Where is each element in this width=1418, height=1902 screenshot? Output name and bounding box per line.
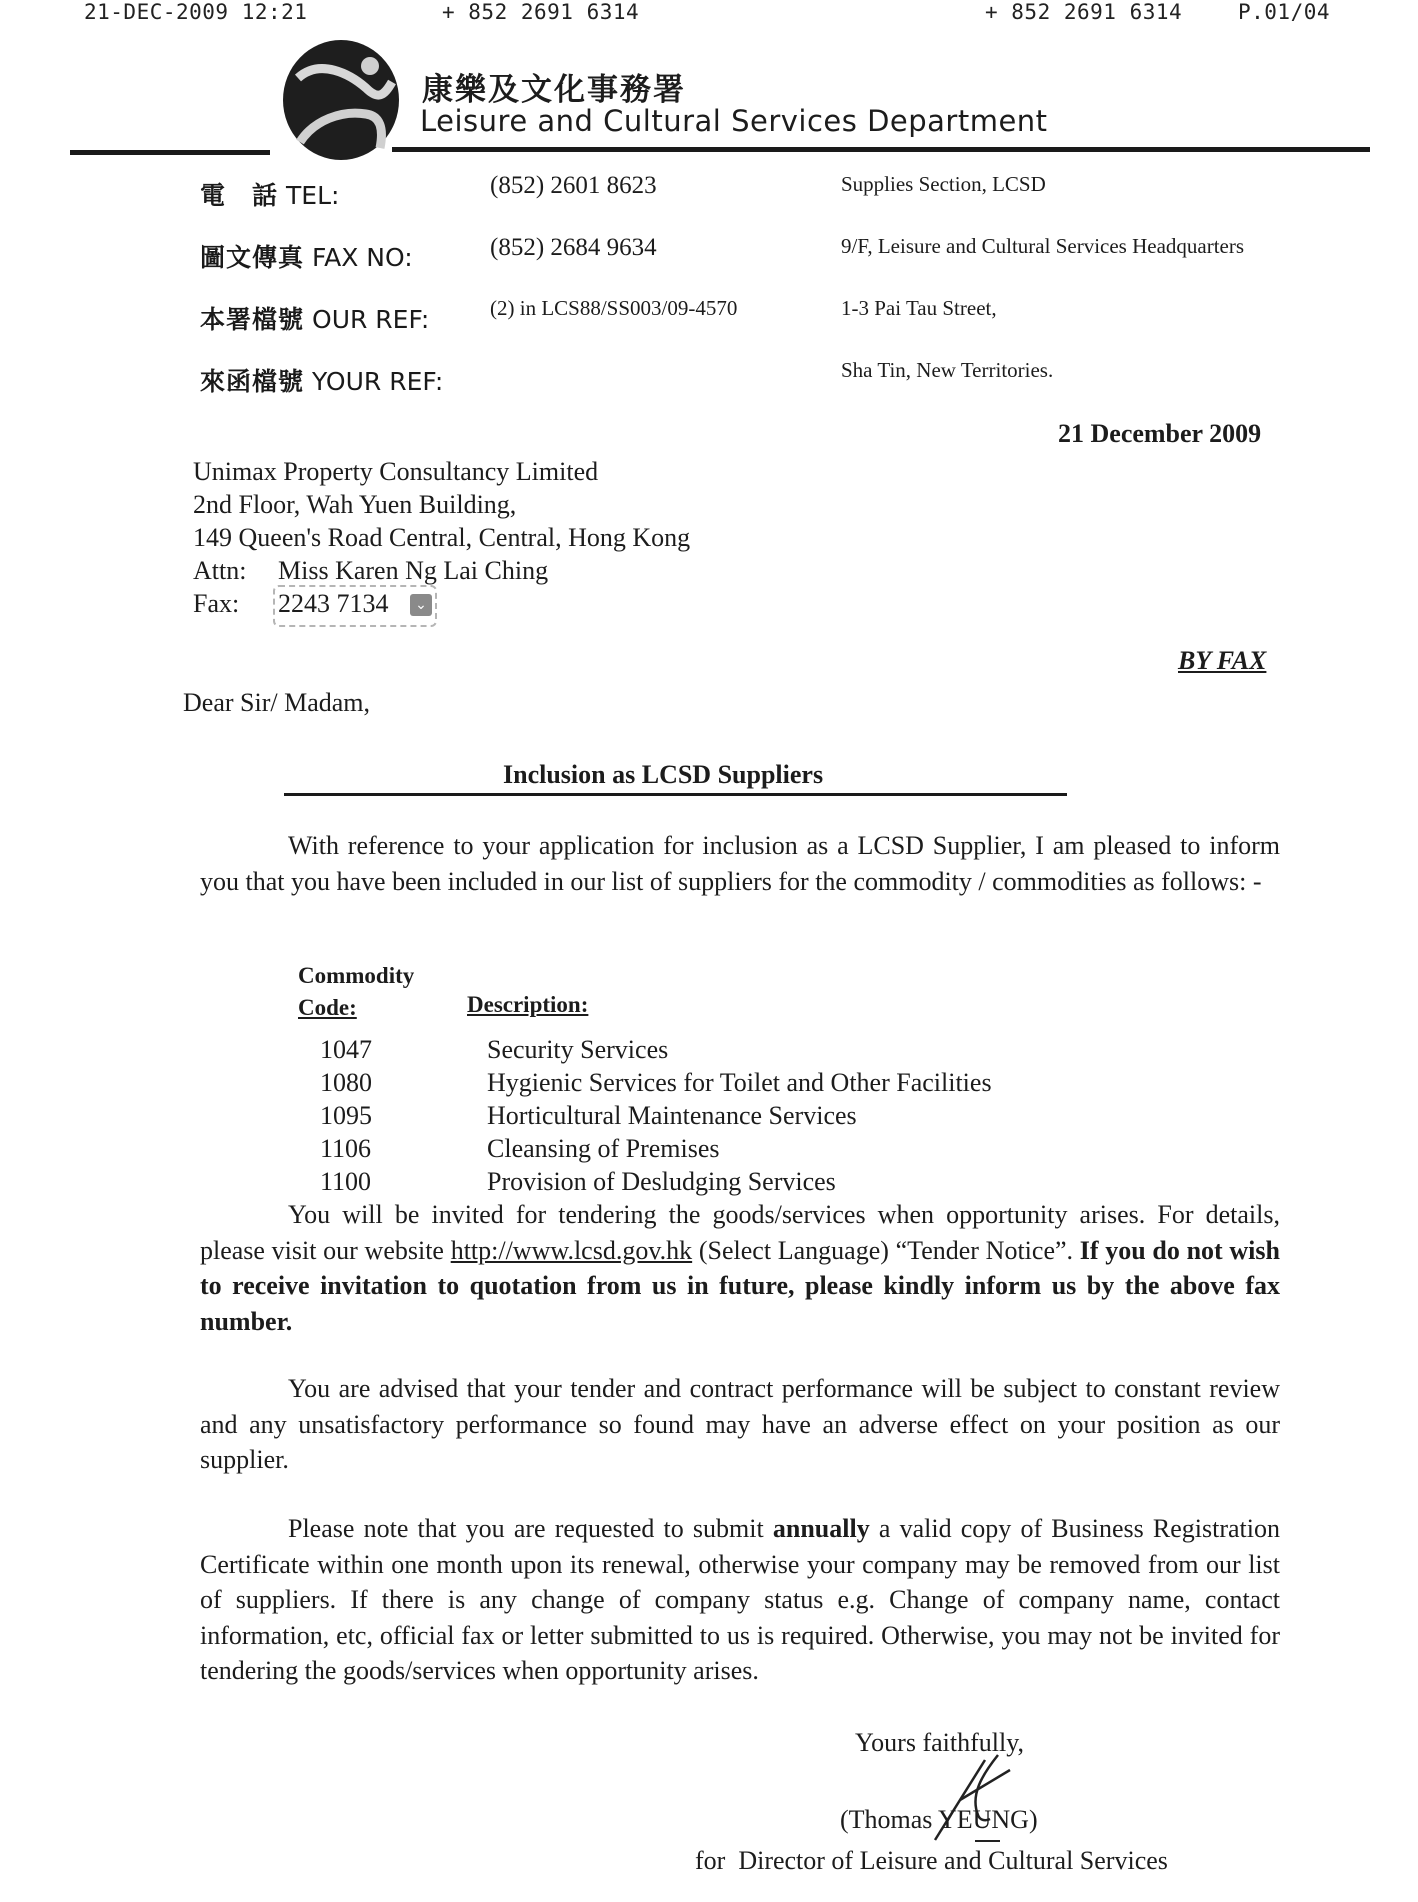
performance-paragraph <box>200 1371 1280 1478</box>
table-row <box>320 1033 992 1066</box>
sender-address-line: 1-3 Pai Tau Street, <box>841 296 997 320</box>
table-row <box>320 1165 992 1198</box>
tel-label-cjk: 電 話 <box>200 181 279 210</box>
commodity-code: 1080 <box>320 1068 372 1097</box>
letterhead-rule-right <box>392 147 1370 152</box>
table-row <box>320 1066 992 1099</box>
tel-value: (852) 2601 8623 <box>490 172 657 199</box>
fax-from-number: + 852 2691 6314 <box>442 0 640 24</box>
your-ref-label-cjk: 來函檔號 <box>200 367 305 396</box>
description-column-header: Description: <box>467 992 589 1017</box>
delivery-method: BY FAX <box>1178 646 1267 675</box>
fax-datetime: 21-DEC-2009 12:21 <box>84 0 308 24</box>
commodity-code: 1095 <box>320 1101 372 1130</box>
website-link[interactable]: http://www.lcsd.gov.hk <box>450 1235 693 1265</box>
commodity-table <box>320 1033 992 1198</box>
intro-paragraph-text: With reference to your application for inclusion as a LCSD Supplier, I am pleased to inform you that you have been included in our list of suppliers for the commodity / commodities as follows: - <box>200 831 1280 896</box>
tel-label <box>200 176 339 212</box>
chevron-down-icon[interactable]: ⌄ <box>410 594 432 616</box>
recipient-fax-value: 2243 7134 <box>278 589 389 618</box>
tel-label-en: TEL: <box>286 181 340 210</box>
code-header-line2: Code: <box>298 995 357 1020</box>
performance-paragraph-text: You are advised that your tender and contract performance will be subject to constant review and any unsatisfactory performance so found may have an adverse effect on your position as our supplier. <box>200 1374 1280 1474</box>
recipient-fax-label: Fax: <box>193 589 240 618</box>
department-chinese-name: 康樂及文化事務署 <box>422 72 686 108</box>
recipient-address-line2: 149 Queen's Road Central, Central, Hong Kong <box>193 523 691 552</box>
sender-address-line: Sha Tin, New Territories. <box>841 358 1054 382</box>
salutation: Dear Sir/ Madam, <box>183 688 371 717</box>
commodity-description: Provision of Desludging Services <box>487 1167 836 1196</box>
commodity-description: Cleansing of Premises <box>487 1134 720 1163</box>
br-annually-text: annually <box>772 1514 870 1543</box>
our-ref-value: (2) in LCS88/SS003/09-4570 <box>490 296 738 320</box>
signatory-title: for Director of Leisure and Cultural Services <box>695 1846 1168 1875</box>
br-text-1: Please note that you are requested to submit <box>288 1514 773 1543</box>
table-row <box>320 1099 992 1132</box>
fax-label-en: FAX NO: <box>312 243 413 272</box>
sender-address-line: Supplies Section, LCSD <box>841 172 1046 196</box>
code-header-line1: Commodity <box>298 963 415 988</box>
tender-opt-out-text: If you do not wish to receive invitation to quotation from us in future, please kindly inform us by the above fax number. <box>200 1235 1280 1336</box>
letter-date: 21 December 2009 <box>1058 419 1262 448</box>
fax-label <box>200 238 413 274</box>
commodity-description: Security Services <box>487 1035 669 1064</box>
our-ref-label-cjk: 本署檔號 <box>200 305 305 334</box>
commodity-code: 1047 <box>320 1035 372 1064</box>
our-ref-label-en: OUR REF: <box>312 305 430 334</box>
fax-label-cjk: 圖文傳真 <box>200 243 305 272</box>
commodity-description: Hygienic Services for Toilet and Other Facilities <box>487 1068 992 1097</box>
tender-paragraph <box>200 1197 1280 1339</box>
signatory-name: (Thomas YEUNG) <box>840 1805 1038 1834</box>
recipient-block <box>193 455 690 620</box>
fax-page-number: P.01/04 <box>1238 0 1331 24</box>
tender-text-1: You will be invited for tendering the goods/services when opportunity arises. For details, please visit our website <box>200 1200 1280 1265</box>
lcsd-logo-icon <box>280 38 402 162</box>
code-column-header <box>298 960 414 1024</box>
table-row <box>320 1132 992 1165</box>
commodity-code: 1100 <box>320 1167 372 1196</box>
attn-value: Miss Karen Ng Lai Ching <box>278 556 549 585</box>
letterhead-rule-left <box>70 150 270 155</box>
tender-text-2: (Select Language) “Tender Notice”. <box>692 1235 1080 1265</box>
intro-paragraph <box>200 828 1280 899</box>
your-ref-label-en: YOUR REF: <box>312 367 444 396</box>
subject-underline <box>284 793 1067 796</box>
fax-value: (852) 2684 9634 <box>490 234 657 261</box>
department-english-name: Leisure and Cultural Services Department <box>420 104 1048 138</box>
sender-address-line: 9/F, Leisure and Cultural Services Headquarters <box>841 234 1245 258</box>
subject-line: Inclusion as LCSD Suppliers <box>503 760 824 789</box>
valediction: Yours faithfully, <box>855 1728 1025 1757</box>
our-ref-label <box>200 300 429 336</box>
your-ref-label <box>200 362 443 398</box>
recipient-company: Unimax Property Consultancy Limited <box>193 457 599 486</box>
recipient-address-line1: 2nd Floor, Wah Yuen Building, <box>193 490 517 519</box>
fax-to-number: + 852 2691 6314 <box>985 0 1183 24</box>
br-text-2: a valid copy of Business Registration Certificate within one month upon its renewal, otherwise your company may be removed from our list of suppliers. If there is any change of company status e.g. Change of company name, contact information, etc, official fax or letter submitted to us is required. Otherwise, you may not be invited for tendering the goods/services when opportunity arises. <box>200 1514 1281 1685</box>
commodity-description: Horticultural Maintenance Services <box>487 1101 857 1130</box>
attn-label: Attn: <box>193 556 247 585</box>
commodity-code: 1106 <box>320 1134 372 1163</box>
business-registration-paragraph <box>200 1511 1280 1689</box>
